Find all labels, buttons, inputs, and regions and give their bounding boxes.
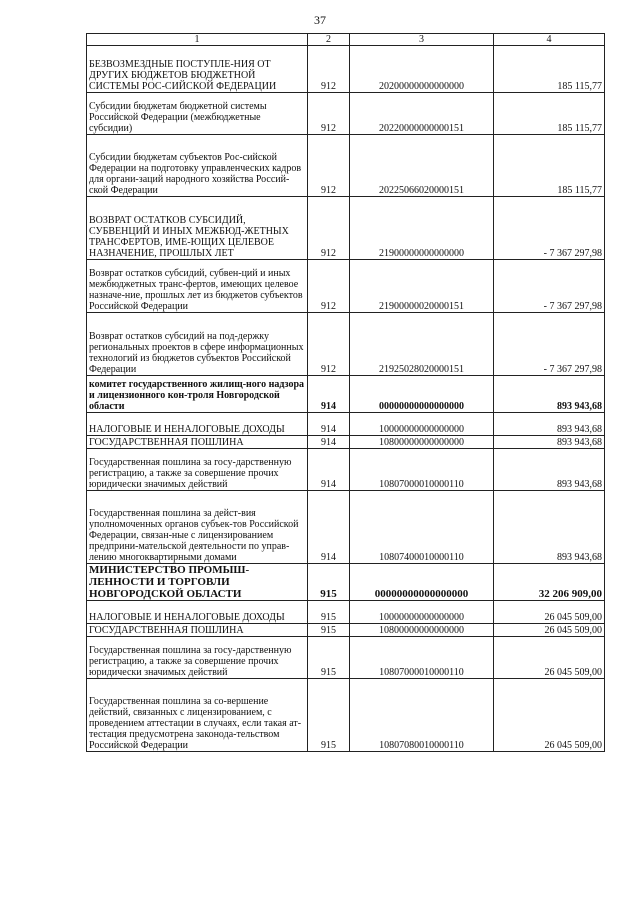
row-code: 915 <box>308 679 350 752</box>
table-row <box>87 376 605 413</box>
row-code: 915 <box>308 601 350 624</box>
row-amount: - 7 367 297,98 <box>494 313 605 376</box>
row-amount: - 7 367 297,98 <box>494 197 605 260</box>
row-amount: 893 943,68 <box>494 491 605 564</box>
row-kbk: 21900000020000151 <box>350 260 494 313</box>
table-row <box>87 436 605 449</box>
row-name: Государственная пошлина за госу-дарственную регистрацию, а также за совершение прочих юридически значимых действий <box>87 449 308 491</box>
column-header-4: 4 <box>494 34 605 46</box>
row-name: Возврат остатков субсидий, субвен-ций и иных межбюджетных транс-фертов, имеющих целевое назначе-ние, прошлых лет из бюджетов субъектов Российской Федерации <box>87 260 308 313</box>
row-name: Возврат остатков субсидий на под-держку региональных проектов в сфере информационных технологий из бюджетов субъектов Российской Федерации <box>87 313 308 376</box>
row-amount: 26 045 509,00 <box>494 679 605 752</box>
row-code: 914 <box>308 491 350 564</box>
row-amount: 185 115,77 <box>494 93 605 135</box>
table-row <box>87 313 605 376</box>
row-kbk: 10807080010000110 <box>350 679 494 752</box>
row-name: комитет государственного жилищ-ного надзора и лицензионного кон-троля Новгородской области <box>87 376 308 413</box>
row-amount: 893 943,68 <box>494 413 605 436</box>
row-kbk: 20220000000000151 <box>350 93 494 135</box>
table-row <box>87 135 605 197</box>
row-code: 914 <box>308 436 350 449</box>
row-kbk: 10000000000000000 <box>350 601 494 624</box>
table-row <box>87 449 605 491</box>
row-amount: 893 943,68 <box>494 449 605 491</box>
table-row <box>87 197 605 260</box>
table-row <box>87 601 605 624</box>
row-kbk: 10807400010000110 <box>350 491 494 564</box>
table-row <box>87 93 605 135</box>
row-code: 912 <box>308 313 350 376</box>
row-kbk: 10800000000000000 <box>350 624 494 637</box>
row-code: 912 <box>308 135 350 197</box>
row-name: БЕЗВОЗМЕЗДНЫЕ ПОСТУПЛЕ-НИЯ ОТ ДРУГИХ БЮДЖЕТОВ БЮДЖЕТНОЙ СИСТЕМЫ РОС-СИЙСКОЙ ФЕДЕРАЦИИ <box>87 46 308 93</box>
row-kbk: 21925028020000151 <box>350 313 494 376</box>
table-row <box>87 564 605 601</box>
row-code: 912 <box>308 260 350 313</box>
row-name: НАЛОГОВЫЕ И НЕНАЛОГОВЫЕ ДОХОДЫ <box>87 413 308 436</box>
row-name: Государственная пошлина за госу-дарственную регистрацию, а также за совершение прочих юридически значимых действий <box>87 637 308 679</box>
row-kbk: 10000000000000000 <box>350 413 494 436</box>
row-amount: 185 115,77 <box>494 135 605 197</box>
row-kbk: 20225066020000151 <box>350 135 494 197</box>
row-code: 912 <box>308 46 350 93</box>
table-row <box>87 491 605 564</box>
row-name: Государственная пошлина за дейст-вия уполномоченных органов субъек-тов Российской Федерации, связан-ные с лицензированием предприни-мательской деятельности по управ-лению многоквартирными домами <box>87 491 308 564</box>
column-header-1: 1 <box>87 34 308 46</box>
revenue-table <box>86 33 605 752</box>
table-row <box>87 413 605 436</box>
table-row <box>87 637 605 679</box>
row-code: 915 <box>308 564 350 601</box>
column-header-3: 3 <box>350 34 494 46</box>
row-name: Субсидии бюджетам субъектов Рос-сийской Федерации на подготовку управленческих кадров для органи-заций народного хозяйства Россий-ской Федерации <box>87 135 308 197</box>
page-number: 37 <box>314 13 326 27</box>
row-amount: - 7 367 297,98 <box>494 260 605 313</box>
row-amount: 893 943,68 <box>494 376 605 413</box>
row-code: 914 <box>308 376 350 413</box>
row-name: НАЛОГОВЫЕ И НЕНАЛОГОВЫЕ ДОХОДЫ <box>87 601 308 624</box>
row-name: ГОСУДАРСТВЕННАЯ ПОШЛИНА <box>87 436 308 449</box>
row-kbk: 10800000000000000 <box>350 436 494 449</box>
table-row <box>87 679 605 752</box>
row-code: 912 <box>308 197 350 260</box>
column-header-2: 2 <box>308 34 350 46</box>
row-code: 914 <box>308 449 350 491</box>
row-kbk: 21900000000000000 <box>350 197 494 260</box>
table-body <box>87 34 605 752</box>
row-amount: 893 943,68 <box>494 436 605 449</box>
row-amount: 32 206 909,00 <box>494 564 605 601</box>
row-amount: 26 045 509,00 <box>494 624 605 637</box>
row-kbk: 00000000000000000 <box>350 564 494 601</box>
row-name: МИНИСТЕРСТВО ПРОМЫШ-ЛЕННОСТИ И ТОРГОВЛИ НОВГОРОДСКОЙ ОБЛАСТИ <box>87 564 308 601</box>
row-code: 915 <box>308 637 350 679</box>
table-row <box>87 46 605 93</box>
row-name: Субсидии бюджетам бюджетной системы Российской Федерации (межбюджетные субсидии) <box>87 93 308 135</box>
row-kbk: 10807000010000110 <box>350 637 494 679</box>
row-code: 915 <box>308 624 350 637</box>
row-kbk: 00000000000000000 <box>350 376 494 413</box>
row-amount: 26 045 509,00 <box>494 637 605 679</box>
row-kbk: 20200000000000000 <box>350 46 494 93</box>
row-name: ВОЗВРАТ ОСТАТКОВ СУБСИДИЙ, СУБВЕНЦИЙ И ИНЫХ МЕЖБЮД-ЖЕТНЫХ ТРАНСФЕРТОВ, ИМЕ-ЮЩИХ ЦЕЛЕВОЕ НАЗНАЧЕНИЕ, ПРОШЛЫХ ЛЕТ <box>87 197 308 260</box>
table-row <box>87 624 605 637</box>
row-code: 914 <box>308 413 350 436</box>
table-row <box>87 260 605 313</box>
row-code: 912 <box>308 93 350 135</box>
row-amount: 185 115,77 <box>494 46 605 93</box>
row-name: Государственная пошлина за со-вершение действий, связанных с лицензированием, с проведением аттестации в случаях, если такая ат-тестация предусмотрена законода-тельством Российской Федерации <box>87 679 308 752</box>
row-name: ГОСУДАРСТВЕННАЯ ПОШЛИНА <box>87 624 308 637</box>
table-header-row <box>87 34 605 46</box>
row-kbk: 10807000010000110 <box>350 449 494 491</box>
row-amount: 26 045 509,00 <box>494 601 605 624</box>
